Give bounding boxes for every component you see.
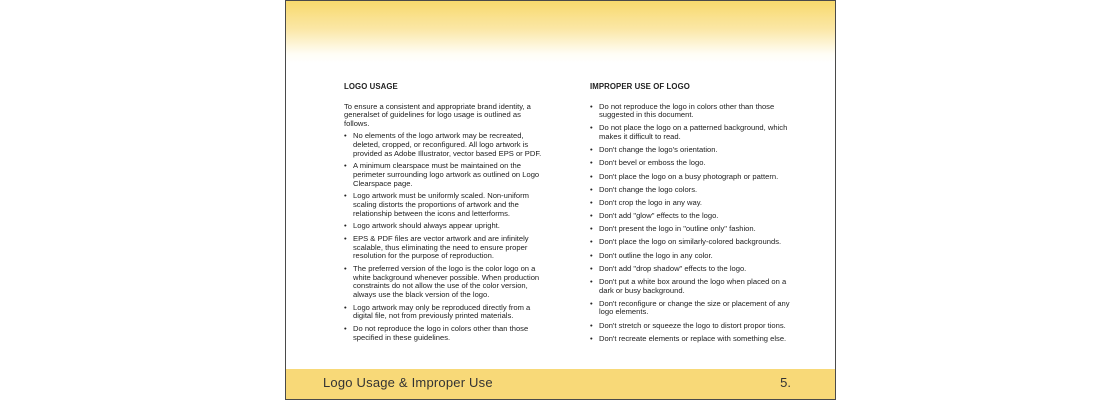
list-item-text: Do not place the logo on a patterned background, which makes it difficult to read. (599, 123, 788, 141)
list-item (590, 146, 790, 155)
list-item (344, 325, 544, 342)
bullet-icon: • (344, 131, 347, 141)
list-item (590, 124, 790, 141)
list-item (590, 238, 790, 247)
bullet-icon: • (590, 171, 593, 181)
bullet-icon: • (344, 161, 347, 171)
bullet-icon: • (344, 221, 347, 231)
list-item (590, 265, 790, 274)
list-item-text: Don't bevel or emboss the logo. (599, 158, 706, 168)
list-item-text: Logo artwork must be uniformly scaled. Non-uniform scaling distorts the proportions of artwork and the relationship between the icons and letterforms. (353, 191, 529, 218)
list-item (344, 235, 544, 261)
improper-use-list (590, 103, 790, 344)
list-item (590, 335, 790, 344)
list-item-text: A minimum clearspace must be maintained on the perimeter surrounding logo artwork as outlined on Logo Clearspace page. (353, 161, 540, 188)
list-item (590, 225, 790, 234)
list-item-text: Don't stretch or squeeze the logo to distort propor tions. (599, 320, 786, 330)
list-item-text: The preferred version of the logo is the color logo on a white background whenever possible. When production constraints do not allow the use of the color version, always use the black version of the logo. (353, 264, 540, 299)
list-item-text: Do not reproduce the logo in colors other than those suggested in this document. (599, 101, 775, 120)
document-page (285, 0, 836, 400)
bullet-icon: • (590, 145, 593, 155)
bullet-icon: • (590, 320, 593, 330)
bullet-icon: • (590, 333, 593, 343)
bullet-icon: • (590, 197, 593, 207)
bullet-icon: • (590, 237, 593, 247)
list-item-text: No elements of the logo artwork may be recreated, deleted, cropped, or reconfigured. All logo artwork is provided as Adobe Illustrator, vector based EPS or PDF. (353, 131, 542, 158)
bullet-icon: • (590, 224, 593, 234)
list-item-text: Don't recreate elements or replace with something else. (599, 333, 787, 343)
bullet-icon: • (344, 234, 347, 244)
bullet-icon: • (590, 123, 593, 133)
logo-usage-list (344, 132, 544, 342)
list-item (590, 278, 790, 295)
list-item (590, 199, 790, 208)
list-item (590, 173, 790, 182)
list-item-text: Don't present the logo in "outline only" fashion. (599, 224, 756, 234)
list-item (590, 322, 790, 331)
list-item-text: Don't crop the logo in any way. (599, 197, 703, 207)
footer-title: Logo Usage & Improper Use (323, 375, 493, 390)
bullet-icon: • (590, 101, 593, 111)
bullet-icon: • (590, 158, 593, 168)
list-item (590, 159, 790, 168)
list-item-text: Don't put a white box around the logo when placed on a dark or busy background. (599, 277, 787, 295)
list-item-text: Don't reconfigure or change the size or placement of any logo elements. (599, 298, 790, 317)
header-gradient-band (286, 1, 835, 63)
list-item (590, 300, 790, 317)
bullet-icon: • (344, 191, 347, 201)
list-item-text: EPS & PDF files are vector artwork and are infinitely scalable, thus eliminating the need to ensure proper resolution for the purpose of reproduction. (353, 234, 529, 261)
list-item-text: Don't outline the logo in any color. (599, 250, 713, 260)
improper-use-column (590, 83, 790, 348)
page-number: 5. (780, 375, 791, 390)
bullet-icon: • (590, 263, 593, 273)
bullet-icon: • (590, 211, 593, 221)
list-item (590, 212, 790, 221)
improper-use-heading: IMPROPER USE OF LOGO (590, 82, 690, 91)
list-item (344, 162, 544, 188)
list-item-text: Do not reproduce the logo in colors other than those specified in these guidelines. (353, 323, 529, 342)
list-item-text: Don't add "drop shadow" effects to the logo. (599, 263, 747, 273)
list-item (344, 192, 544, 218)
logo-usage-heading: LOGO USAGE (344, 82, 398, 91)
list-item-text: Don't place the logo on similarly-colored backgrounds. (599, 237, 782, 247)
list-item-text: Don't place the logo on a busy photograph or pattern. (599, 171, 779, 181)
list-item-text: Don't add "glow" effects to the logo. (599, 211, 719, 221)
list-item-text: Logo artwork should always appear upright. (353, 221, 500, 231)
list-item (590, 252, 790, 261)
list-item-text: Don't change the logo colors. (599, 184, 698, 194)
list-item (344, 265, 544, 299)
logo-usage-intro: To ensure a consistent and appropriate brand identity, a generalset of guidelines for logo usage is outlined as follows. (344, 101, 531, 128)
bullet-icon: • (590, 250, 593, 260)
list-item-text: Don't change the logo's orientation. (599, 145, 718, 155)
bullet-icon: • (590, 277, 593, 287)
page-footer (286, 369, 835, 399)
list-item (590, 103, 790, 120)
list-item (344, 222, 544, 231)
list-item (590, 186, 790, 195)
bullet-icon: • (344, 264, 347, 274)
logo-usage-column (344, 83, 544, 346)
list-item (344, 304, 544, 321)
bullet-icon: • (590, 298, 593, 308)
list-item-text: Logo artwork may only be reproduced directly from a digital file, not from previously printed materials. (353, 302, 531, 321)
list-item (344, 132, 544, 158)
bullet-icon: • (590, 184, 593, 194)
bullet-icon: • (344, 302, 347, 312)
bullet-icon: • (344, 323, 347, 333)
